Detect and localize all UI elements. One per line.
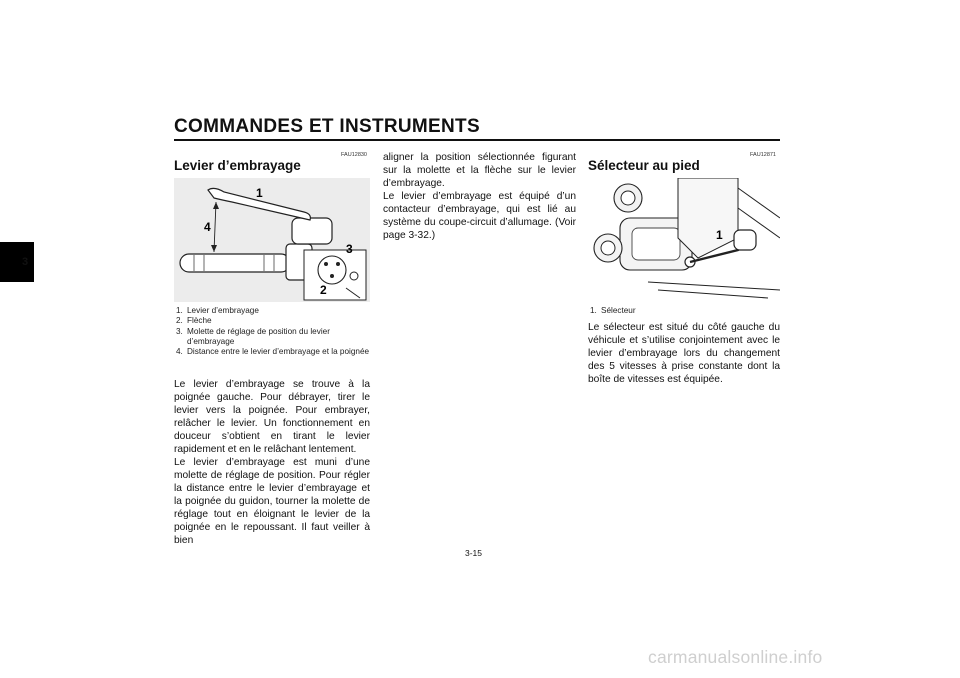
section-code: FAU12830 xyxy=(341,152,367,158)
clutch-paragraph-2: Le levier d’embrayage est muni d’une molette de réglage de position. Pour régler la distance entre le levier d’embrayage et la poignée du guidon, tourner la molette de réglage tout en éloignant le levier de la poignée en le repoussant. Il faut veiller à bien xyxy=(174,457,370,546)
figure-label: 4 xyxy=(204,220,211,234)
section-code: FAU12871 xyxy=(750,152,776,158)
caption-item: 2. Flèche xyxy=(176,316,212,326)
page-number: 3-15 xyxy=(465,548,483,558)
shift-pedal-illustration xyxy=(588,178,780,300)
caption-item: 3. Molette de réglage de position du levier d’embrayage xyxy=(176,326,330,346)
figure-label: 3 xyxy=(346,242,353,256)
shift-pedal-captions xyxy=(590,306,780,316)
chapter-tab xyxy=(0,242,34,282)
figure-label: 1 xyxy=(716,228,723,242)
caption-item: 1. Sélecteur xyxy=(590,306,636,315)
section-title-shift-pedal: Sélecteur au pied xyxy=(588,158,700,173)
chapter-number: 3 xyxy=(22,256,29,268)
shift-pedal-figure xyxy=(588,178,780,300)
page-header-title: COMMANDES ET INSTRUMENTS xyxy=(174,116,480,137)
clutch-paragraph-3: aligner la position sélectionnée figurant sur la molette et la flèche sur le levier d’embrayage. xyxy=(383,152,576,189)
clutch-lever-captions xyxy=(176,306,370,357)
clutch-paragraph-1: Le levier d’embrayage se trouve à la poignée gauche. Pour débrayer, tirer le levier vers la poignée. Pour embrayer, relâcher le levier. Un fonctionnement en douceur s’obtient en tirant le levier rapidement et en le relâchant lentement. xyxy=(174,379,370,455)
section-title-clutch-lever: Levier d’embrayage xyxy=(174,158,301,173)
figure-label: 1 xyxy=(256,186,263,200)
header-rule xyxy=(174,139,780,141)
caption-item: 4. Distance entre le levier d’embrayage et la poignée xyxy=(176,347,370,357)
caption-item: 1. Levier d’embrayage xyxy=(176,306,259,315)
clutch-paragraph-4: Le levier d’embrayage est équipé d’un contacteur d’embrayage, qui est lié au système du coupe-circuit d’allumage. (Voir page 3-32.) xyxy=(383,191,576,241)
shift-pedal-paragraph: Le sélecteur est situé du côté gauche du véhicule et s’utilise conjointement avec le levier d’embrayage lors du changement des 5 vitesses à prise constante dont la boîte de vitesses est équipée. xyxy=(588,322,780,385)
clutch-lever-figure xyxy=(174,178,370,302)
clutch-lever-illustration xyxy=(174,178,370,302)
figure-label: 2 xyxy=(320,283,327,297)
watermark: carmanualsonline.info xyxy=(648,647,823,667)
